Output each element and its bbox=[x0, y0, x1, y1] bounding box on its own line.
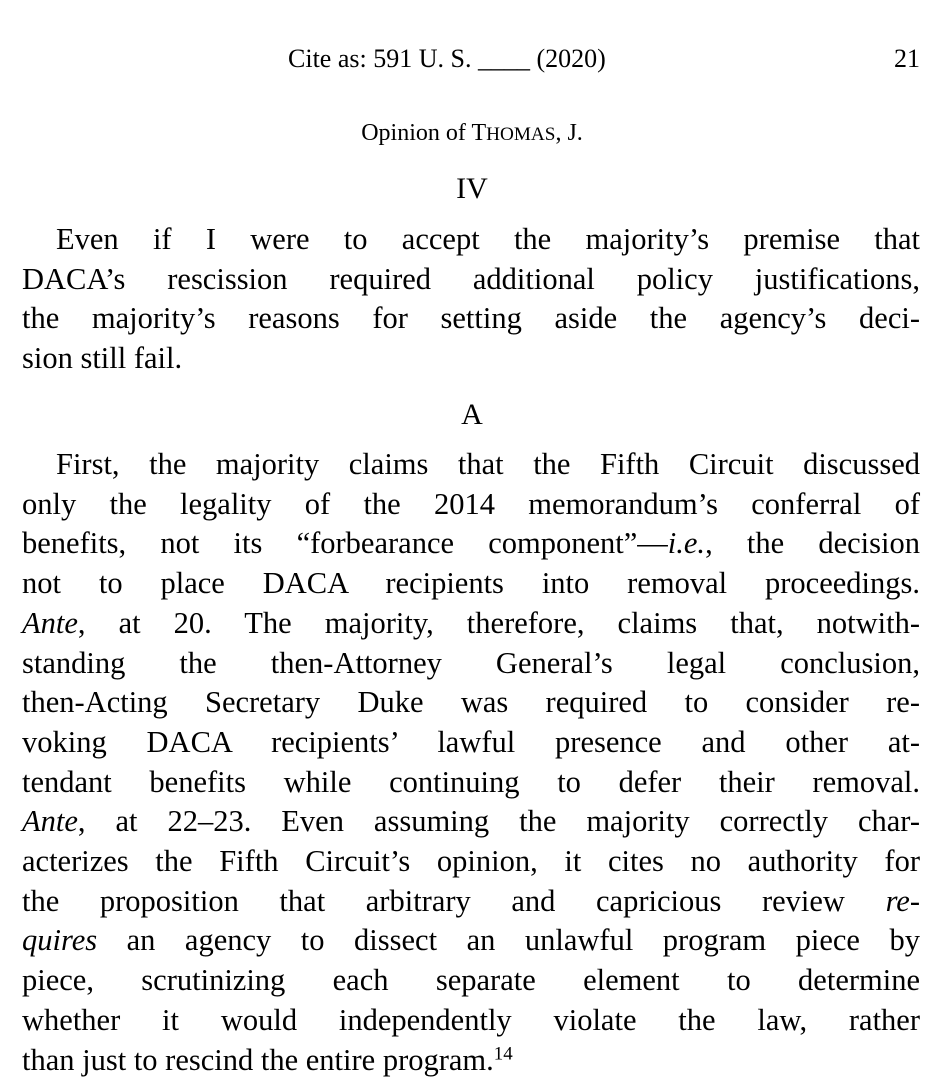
italic-text: Ante bbox=[22, 605, 78, 640]
italic-text: re- bbox=[885, 883, 920, 918]
text-line: piece, scrutinizing each separate element to determine bbox=[22, 963, 920, 998]
justice-initial: T bbox=[471, 120, 487, 146]
opinion-suffix: , J. bbox=[555, 120, 583, 146]
paragraph-section-iv bbox=[22, 220, 920, 379]
text-line: voking DACA recipients’ lawful presence and other at- bbox=[22, 724, 920, 759]
text-line: sion still fail. bbox=[22, 341, 183, 376]
text-line bbox=[22, 524, 920, 564]
text-line: the majority’s reasons for setting aside the agency’s deci- bbox=[22, 301, 920, 336]
section-heading-a: A bbox=[461, 398, 483, 431]
text-line bbox=[22, 882, 920, 922]
text-segment: , at 20. The majority, therefore, claims that, notwith- bbox=[77, 605, 920, 640]
italic-text: quires bbox=[22, 923, 98, 958]
text-line bbox=[22, 604, 920, 644]
footnote-reference[interactable]: 14 bbox=[493, 1043, 513, 1065]
text-segment: , the decision bbox=[705, 526, 921, 561]
text-line: DACA’s rescission required additional policy justifications, bbox=[22, 261, 920, 296]
text-line bbox=[22, 802, 920, 842]
text-line: not to place DACA recipients into removal proceedings. bbox=[22, 566, 920, 601]
italic-text: i.e. bbox=[667, 526, 706, 561]
justice-name-smallcaps: HOMAS bbox=[486, 124, 556, 145]
text-segment: the proposition that arbitrary and capricious review bbox=[22, 883, 886, 918]
text-segment: benefits, not its “forbearance component”— bbox=[22, 526, 668, 561]
text-line: tendant benefits while continuing to defer their removal. bbox=[22, 764, 920, 799]
text-line: First, the majority claims that the Fifth Circuit discussed bbox=[56, 447, 920, 481]
text-line: then-Acting Secretary Duke was required to consider re- bbox=[22, 685, 920, 720]
text-line: Even if I were to accept the majority’s premise that bbox=[56, 222, 920, 256]
opinion-attribution bbox=[0, 118, 944, 150]
section-heading-iv: IV bbox=[456, 172, 488, 205]
text-segment: , at 22–23. Even assuming the majority correctly char- bbox=[77, 804, 920, 839]
text-line: than just to rescind the entire program.$^{14}$ bbox=[22, 1042, 513, 1077]
italic-text: Ante bbox=[22, 804, 78, 839]
text-line: only the legality of the 2014 memorandum’s conferral of bbox=[22, 486, 920, 521]
page-number: 21 bbox=[894, 44, 920, 73]
paragraph-section-a bbox=[22, 445, 920, 1080]
text-line: standing the then-Attorney General’s legal conclusion, bbox=[22, 645, 920, 680]
opinion-prefix: Opinion of bbox=[361, 120, 472, 146]
text-line: acterizes the Fifth Circuit’s opinion, it cites no authority for bbox=[22, 844, 920, 879]
citation-header: Cite as: 591 U. S. ____ (2020) bbox=[288, 44, 606, 73]
text-line: whether it would independently violate the law, rather bbox=[22, 1002, 920, 1037]
text-line bbox=[22, 921, 920, 961]
text-segment: an agency to dissect an unlawful program piece by bbox=[97, 923, 920, 958]
